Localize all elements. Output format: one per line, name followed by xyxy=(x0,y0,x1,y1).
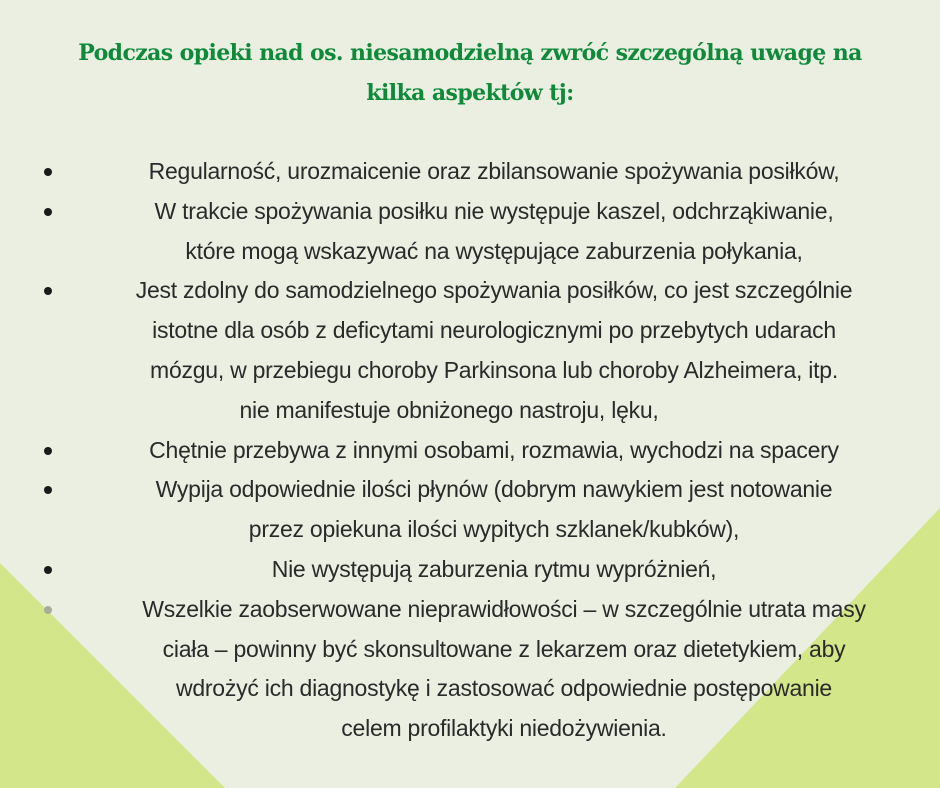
title-line-1: Podczas opieki nad os. niesamodzielną zwróć szczególną uwagę na xyxy=(78,40,862,66)
list-item-social xyxy=(0,431,940,471)
bullet-icon xyxy=(44,606,52,614)
item-text-line: nie manifestuje obniżonego nastroju, lęku, xyxy=(239,396,659,423)
item-text-line: które mogą wskazywać na występujące zaburzenia połykania, xyxy=(185,237,803,264)
item-text-line: istotne dla osób z deficytami neurologicznymi po przebytych udarach xyxy=(152,317,836,344)
item-text-line: przez opiekuna ilości wypitych szklanek/kubków), xyxy=(248,516,740,543)
item-text-line: ciała – powinny być skonsultowane z lekarzem oraz dietetykiem, aby xyxy=(162,635,846,662)
item-text-line: Jest zdolny do samodzielnego spożywania posiłków, co jest szczególnie xyxy=(135,277,853,304)
bullet-icon xyxy=(44,168,52,176)
item-text-line: Nie występują zaburzenia rytmu wypróżnień, xyxy=(271,555,717,582)
list-item-self-feeding xyxy=(0,271,940,430)
page-title xyxy=(20,33,920,113)
item-text-line: Chętnie przebywa z innymi osobami, rozmawia, wychodzi na spacery xyxy=(149,436,839,463)
bullet-icon xyxy=(44,566,52,574)
list-item-coughing xyxy=(0,192,940,272)
item-text-line: mózgu, w przebiegu choroby Parkinsona lub choroby Alzheimera, itp. xyxy=(150,356,838,383)
item-text-line: Regularność, urozmaicenie oraz zbilansowanie spożywania posiłków, xyxy=(148,158,840,184)
bullet-icon xyxy=(44,447,52,455)
bullet-icon xyxy=(44,287,52,295)
item-text-line: wdrożyć ich diagnostykę i zastosować odpowiednie postępowanie xyxy=(176,675,832,702)
bullet-icon xyxy=(44,486,52,494)
aspects-list xyxy=(0,152,940,749)
item-text-line: Wypija odpowiednie ilości płynów (dobrym nawykiem jest notowanie xyxy=(155,476,833,503)
list-item-fluids xyxy=(0,470,940,550)
item-text-line: Wszelkie zaobserwowane nieprawidłowości – w szczególnie utrata masy xyxy=(142,595,866,622)
title-line-2: kilka aspektów tj: xyxy=(366,80,574,106)
list-item-bowel xyxy=(0,550,940,590)
list-item-abnormalities xyxy=(0,590,940,749)
bullet-icon xyxy=(44,208,52,216)
list-item-meals xyxy=(0,152,940,192)
item-text-line: celem profilaktyki niedożywienia. xyxy=(341,715,667,742)
item-text-line: W trakcie spożywania posiłku nie występuje kaszel, odchrząkiwanie, xyxy=(154,197,834,224)
